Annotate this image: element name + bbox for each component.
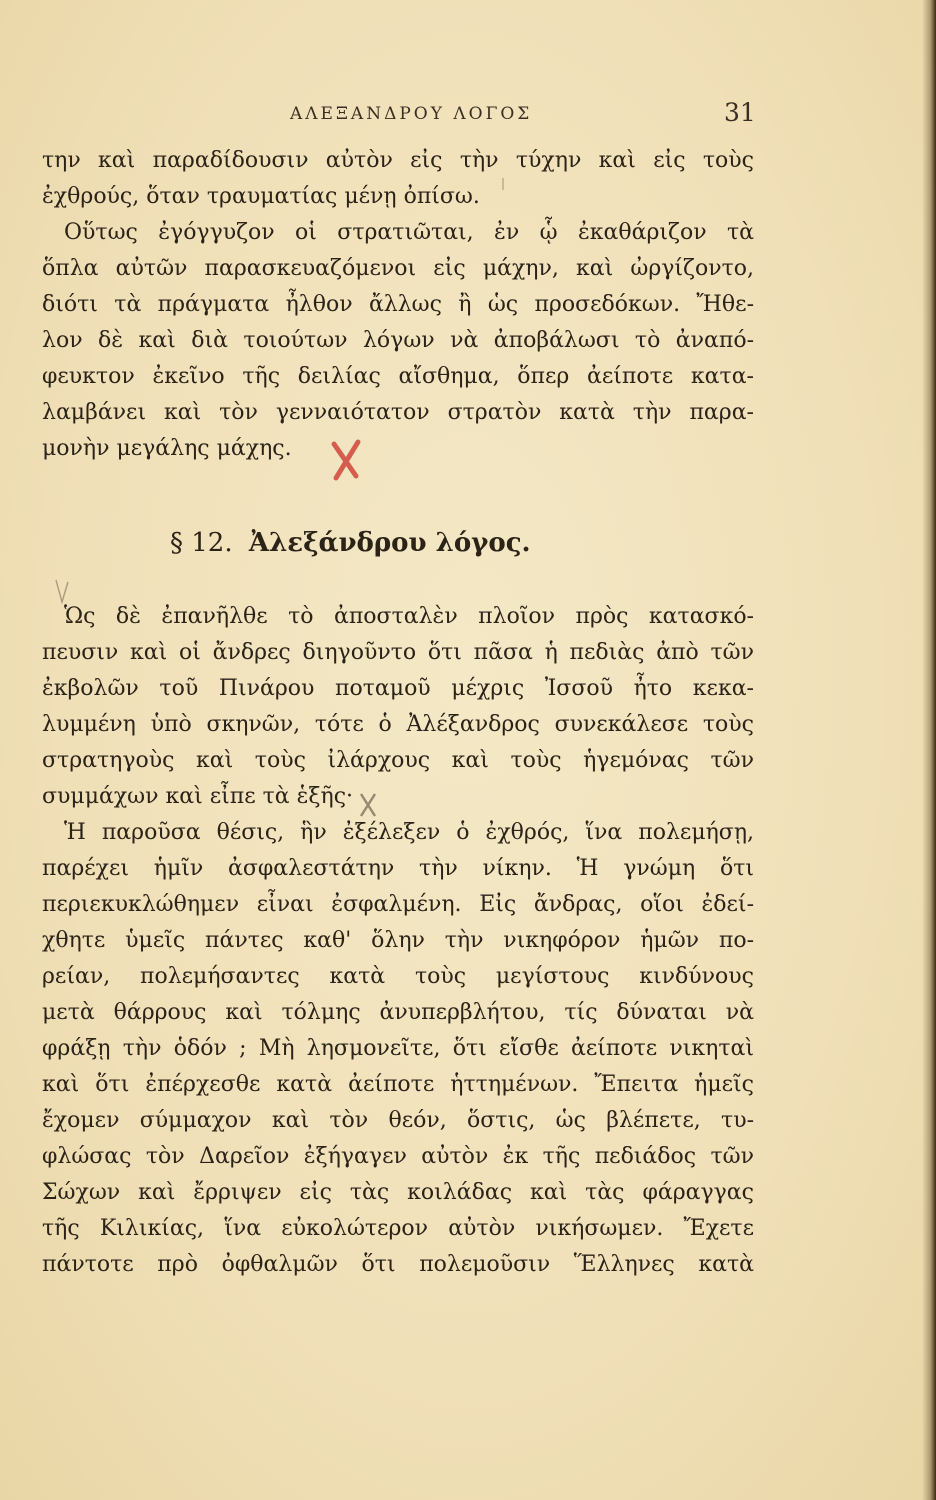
text-line: Ἡ παροῦσα θέσις, ἣν ἐξέλεξεν ὁ ἐχθρός, ἵνα πολεμήσῃ,: [64, 820, 754, 845]
text-line: καὶ ὅτι ἐπέρχεσθε κατὰ ἀείποτε ἡττημένων. Ἔπειτα ἡμεῖς: [42, 1072, 754, 1097]
text-line: πευσιν καὶ οἱ ἄνδρες διηγοῦντο ὅτι πᾶσα ἡ πεδιὰς ἀπὸ τῶν: [42, 640, 754, 665]
text-line: Ὡς δὲ ἐπανῆλθε τὸ ἀποσταλὲν πλοῖον πρὸς κατασκό-: [64, 604, 754, 629]
text-line: ἐκβολῶν τοῦ Πινάρου ποταμοῦ μέχρις Ἰσσοῦ ἦτο κεκα-: [42, 676, 754, 701]
text-line: λυμμένη ὑπὸ σκηνῶν, τότε ὁ Ἀλέξανδρος συνεκάλεσε τοὺς: [42, 712, 754, 737]
text-line: φευκτον ἐκεῖνο τῆς δειλίας αἴσθημα, ὅπερ ἀείποτε κατα-: [42, 364, 754, 389]
text-line: μετὰ θάρρους καὶ τόλμης ἀνυπερβλήτου, τίς δύναται νὰ: [42, 1000, 754, 1025]
text-line: παρέχει ἡμῖν ἀσφαλεστάτην τὴν νίκην. Ἡ γνώμη ὅτι: [42, 856, 754, 881]
text-line: συμμάχων καὶ εἶπε τὰ ἑξῆς·: [42, 784, 354, 809]
text-line: ἐχθρούς, ὅταν τραυματίας μένῃ ὀπίσω.: [42, 184, 480, 209]
text-line: μονὴν μεγάλης μάχης.: [42, 436, 292, 461]
text-line: την καὶ παραδίδουσιν αὐτὸν εἰς τὴν τύχην καὶ εἰς τοὺς: [42, 148, 754, 173]
running-title: ΑΛΕΞΑΝΔΡΟΥ ΛΟΓΟΣ: [290, 104, 533, 124]
text-line: ἔχομεν σύμμαχον καὶ τὸν θεόν, ὅστις, ὡς βλέπετε, τυ-: [42, 1108, 754, 1133]
text-line: λον δὲ καὶ διὰ τοιούτων λόγων νὰ ἀποβάλωσι τὸ ἀναπό-: [42, 328, 754, 353]
pencil-cross-mark: [357, 790, 379, 820]
section-title: Ἀλεξάνδρου λόγος.: [248, 528, 531, 558]
pencil-tick-mark: [500, 178, 506, 190]
text-line: ὅπλα αὐτῶν παρασκευαζόμενοι εἰς μάχην, καὶ ὠργίζοντο,: [42, 256, 754, 281]
text-line: διότι τὰ πράγματα ἦλθον ἄλλως ἢ ὡς προσεδόκων. Ἤθε-: [42, 292, 754, 317]
text-line: Οὕτως ἐγόγγυζον οἱ στρατιῶται, ἐν ᾧ ἐκαθάριζον τὰ: [64, 220, 754, 245]
text-line: φλώσας τὸν Δαρεῖον ἐξήγαγεν αὐτὸν ἐκ τῆς πεδιάδος τῶν: [42, 1144, 754, 1169]
section-heading: [170, 528, 531, 558]
page-edge-shadow: [922, 0, 936, 1500]
text-line: λαμβάνει καὶ τὸν γενναιότατον στρατὸν κατὰ τὴν παρα-: [42, 400, 754, 425]
page-number: 31: [724, 98, 756, 127]
text-line: τῆς Κιλικίας, ἵνα εὐκολώτερον αὐτὸν νικήσωμεν. Ἔχετε: [42, 1216, 754, 1241]
text-line: περιεκυκλώθημεν εἶναι ἐσφαλμένη. Εἰς ἄνδρας, οἵοι ἐδεί-: [42, 892, 754, 917]
text-line: Σώχων καὶ ἔρριψεν εἰς τὰς κοιλάδας καὶ τὰς φάραγγας: [42, 1180, 754, 1205]
text-line: χθητε ὑμεῖς πάντες καθ' ὅλην τὴν νικηφόρον ἡμῶν πο-: [42, 928, 754, 953]
red-pencil-mark: [326, 438, 366, 482]
text-line: πάντοτε πρὸ ὀφθαλμῶν ὅτι πολεμοῦσιν Ἕλληνες κατὰ: [42, 1252, 754, 1277]
text-line: ρείαν, πολεμήσαντες κατὰ τοὺς μεγίστους κινδύνους: [42, 964, 754, 989]
section-number: § 12.: [170, 528, 233, 558]
text-line: φράξῃ τὴν ὁδόν ; Μὴ λησμονεῖτε, ὅτι εἴσθε ἀείποτε νικηταὶ: [42, 1036, 754, 1061]
text-line: στρατηγοὺς καὶ τοὺς ἰλάρχους καὶ τοὺς ἡγεμόνας τῶν: [42, 748, 754, 773]
paragraph-block-2: [42, 599, 754, 1283]
paragraph-block-1: [42, 143, 754, 467]
page-header: [0, 98, 936, 132]
